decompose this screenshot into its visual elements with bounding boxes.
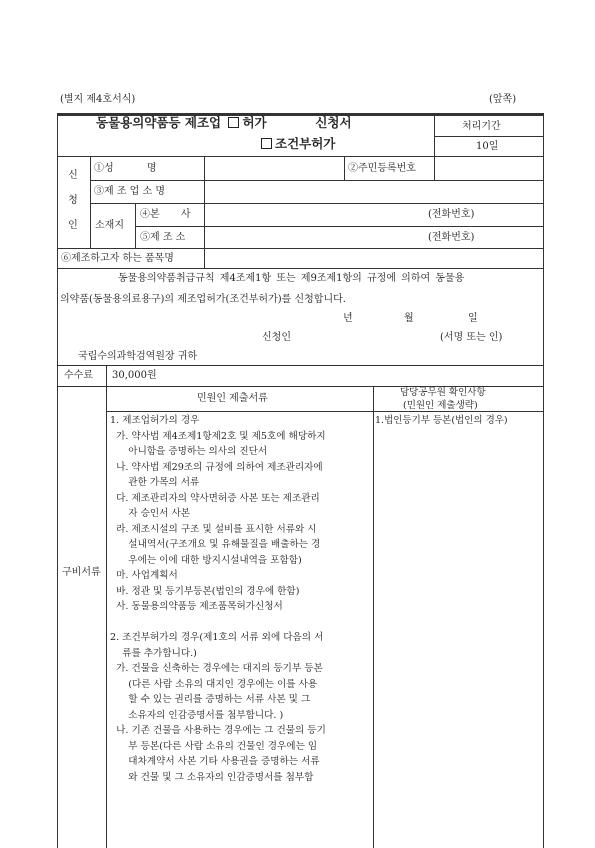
factory-phone: (전화번호)	[428, 232, 475, 243]
document-line: 대차계약서 사본 기타 사용권을 증명하는 서류	[110, 756, 320, 767]
statement-line2: 의약품(동물용의료용구)의 제조업허가(조건부허가)를 신청합니다.	[60, 294, 346, 305]
document-line: 나. 기존 건물을 사용하는 경우에는 그 건물의 등기	[110, 725, 326, 736]
document-line: (다른 사람 소유의 대지인 경우에는 이를 사용	[110, 678, 318, 690]
officer-check-item: 1.법인등기부 등본(법인의 경우)	[375, 415, 508, 426]
conditional-permit-checkbox[interactable]	[261, 138, 272, 149]
document-line	[110, 615, 372, 631]
form-title-line2	[258, 137, 335, 150]
officer-check-subheader: (민원인 제출생략)	[403, 400, 478, 411]
processing-period-label: 처리기간	[462, 121, 501, 132]
factory-label: ⑤제 조 소	[140, 232, 186, 243]
document-line: 사. 동물용의약품등 제조품목허가신청서	[110, 601, 283, 612]
recipient: 국립수의과학검역원장 귀하	[78, 351, 198, 362]
permit-checkbox[interactable]	[228, 117, 239, 128]
name-field[interactable]	[206, 158, 342, 178]
document-line: 나. 약사법 제29조의 규정에 의하여 제조관리자에	[110, 461, 323, 473]
product-field[interactable]	[206, 250, 542, 267]
applicant-docs-header: 민원인 제출서류	[197, 393, 268, 404]
signature-label: (서명 또는 인)	[440, 332, 503, 343]
applicant-side-label: 신 청 인	[68, 170, 78, 231]
title-option-permit: 허가	[242, 115, 267, 130]
applicant-docs-list	[110, 413, 372, 846]
company-name-field[interactable]	[206, 182, 542, 201]
document-line: 1. 제조업허가의 경우	[110, 415, 200, 426]
date-month: 월	[404, 313, 414, 324]
form-number: (별지 제4호서식)	[60, 94, 136, 105]
fee-label: 수수료	[64, 370, 93, 381]
main-office-label: ④본 사	[140, 209, 191, 220]
officer-check-header: 담당공무원 확인사항	[400, 387, 486, 398]
documents-label: 구비서류	[62, 567, 101, 578]
document-line: 다. 제조관리자의 약사면허증 사본 또는 제조관리	[110, 492, 320, 504]
date-day: 일	[468, 313, 478, 324]
document-line: 라. 제조시설의 구조 및 설비를 표시한 서류와 시	[110, 523, 317, 535]
main-office-field[interactable]	[206, 205, 542, 224]
date-year: 년	[343, 313, 353, 324]
applicant-sign-label: 신청인	[262, 332, 291, 343]
form-title	[96, 116, 352, 129]
fee-value: 30,000원	[112, 370, 157, 381]
document-line: 부 등본(다른 사람 소유의 건물인 경우에는 임	[110, 740, 318, 752]
document-line: 설내역서(구조개요 및 유해물질을 배출하는 경	[110, 539, 321, 550]
document-line: 우에는 이에 대한 방지시설내역을 포함함)	[110, 554, 302, 566]
document-line: 류를 추가합니다.)	[110, 647, 197, 659]
document-line: 바. 정관 및 등기부등본(법인의 경우에 한함)	[110, 585, 300, 597]
document-line: 2. 조건부허가의 경우(제1호의 서류 외에 다음의 서	[110, 632, 324, 643]
rrn-field[interactable]	[436, 158, 542, 178]
product-label: ⑥제조하고자 하는 품목명	[61, 253, 174, 264]
main-office-phone: (전화번호)	[428, 209, 475, 220]
processing-period-value: 10일	[476, 141, 499, 152]
company-name-label: ③제 조 업 소 명	[94, 186, 166, 197]
document-line: 소유자의 인감증명서를 첨부합니다. )	[110, 709, 284, 721]
rrn-label: ②주민등록번호	[348, 163, 416, 174]
statement-line1: 동물용의약품취급규칙 제4조제1항 또는 제9조제1항의 규정에 의하여 동물용	[118, 273, 465, 284]
front-side-label: (앞쪽)	[489, 94, 517, 105]
document-line: 와 건물 및 그 소유자의 인감증명서를 첨부합	[110, 771, 314, 783]
title-option-conditional: 조건부허가	[275, 136, 336, 151]
document-line: 가. 약사법 제4조제1항제2호 및 제5호에 해당하지	[110, 430, 326, 442]
name-label: ①성 명	[94, 163, 157, 174]
factory-field[interactable]	[206, 228, 542, 247]
title-main: 동물용의약품등 제조업	[96, 115, 222, 130]
document-line: 마. 사업계획서	[110, 570, 178, 581]
location-label: 소재지	[95, 220, 124, 231]
document-line: 할 수 있는 권리를 증명하는 서류 사본 및 그	[110, 694, 311, 705]
title-suffix: 신청서	[315, 115, 352, 130]
document-line: 자 승인서 사본	[110, 508, 191, 519]
document-line: 아니함을 증명하는 의사의 진단서	[110, 446, 268, 457]
document-line: 가. 건물을 신축하는 경우에는 대지의 등기부 등본	[110, 663, 323, 674]
document-line: 관한 가목의 서류	[110, 477, 200, 488]
